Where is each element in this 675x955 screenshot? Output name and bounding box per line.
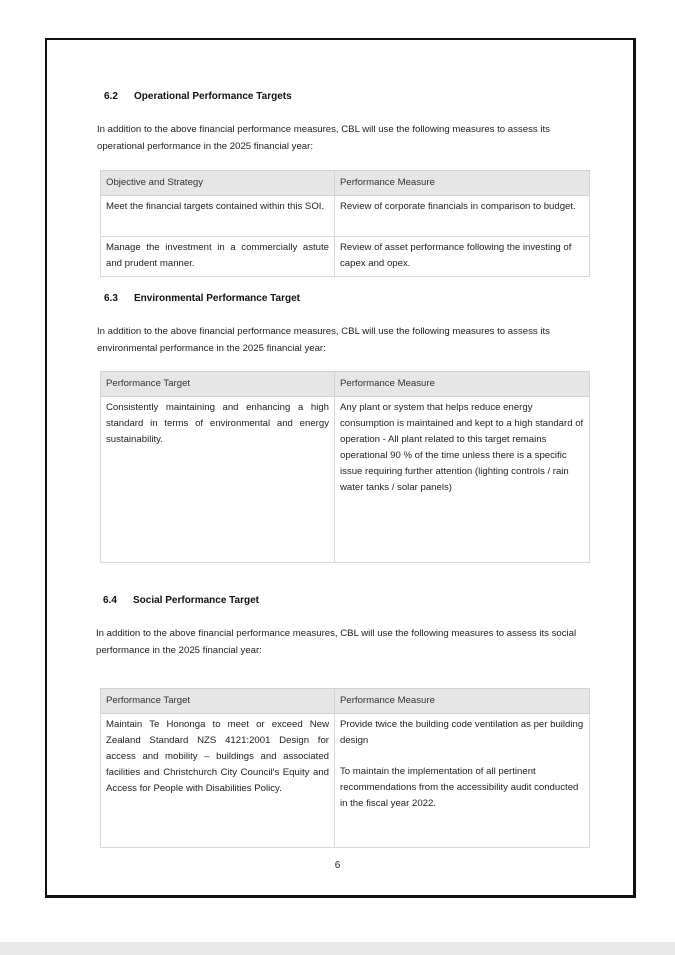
column-header: Objective and Strategy (101, 171, 335, 196)
column-header: Performance Measure (335, 372, 590, 397)
section-heading-6-4 (103, 595, 259, 606)
table-row (101, 397, 590, 563)
section-title: Environmental Performance Target (134, 293, 300, 304)
bottom-strip (0, 942, 675, 955)
section-title: Operational Performance Targets (134, 91, 292, 102)
column-header: Performance Target (101, 689, 335, 714)
table-header-row (101, 171, 590, 196)
section-heading-6-3 (104, 293, 300, 304)
table-cell: Maintain Te Hononga to meet or exceed New Zealand Standard NZS 4121:2001 Design for access and mobility – buildings and associated facilities and Christchurch City Council's Equity and Access for People with Disabilities Policy. (101, 714, 335, 848)
operational-targets-table (100, 170, 590, 277)
table-cell: Review of corporate financials in comparison to budget. (335, 196, 590, 237)
section-number: 6.2 (104, 91, 118, 102)
section-heading-6-2 (104, 91, 292, 102)
measure-line: To maintain the implementation of all pertinent recommendations from the accessibility audit conducted in the fiscal year 2022. (340, 766, 579, 809)
section-intro: In addition to the above financial performance measures, CBL will use the following measures to assess its social performance in the 2025 financial year: (96, 628, 577, 656)
column-header: Performance Target (101, 372, 335, 397)
column-header: Performance Measure (335, 689, 590, 714)
section-number: 6.4 (103, 595, 117, 606)
column-header: Performance Measure (335, 171, 590, 196)
section-intro: In addition to the above financial performance measures, CBL will use the following measures to assess its environmental performance in the 2025 financial year: (97, 326, 550, 354)
section-intro: In addition to the above financial performance measures, CBL will use the following measures to assess its operational performance in the 2025 financial year: (97, 124, 550, 152)
table-row (101, 196, 590, 237)
table-header-row (101, 372, 590, 397)
table-row (101, 714, 590, 848)
table-cell: Any plant or system that helps reduce energy consumption is maintained and kept to a high standard of operation - All plant related to this target remains operational 90 % of the time unless there is a specific issue requiring further attention (lighting controls / rain water tanks / solar panels) (335, 397, 590, 563)
table-header-row (101, 689, 590, 714)
table-cell: Meet the financial targets contained within this SOI. (101, 196, 335, 237)
social-target-table (100, 688, 590, 848)
section-title: Social Performance Target (133, 595, 259, 606)
environmental-target-table (100, 371, 590, 563)
table-cell: Manage the investment in a commercially astute and prudent manner. (101, 237, 335, 277)
section-number: 6.3 (104, 293, 118, 304)
table-row (101, 237, 590, 277)
measure-line: Provide twice the building code ventilation as per building design (340, 719, 584, 746)
page-number: 6 (334, 860, 341, 871)
table-cell: Review of asset performance following the investing of capex and opex. (335, 237, 590, 277)
table-cell: Consistently maintaining and enhancing a high standard in terms of environmental and energy sustainability. (101, 397, 335, 563)
table-cell (335, 714, 590, 848)
